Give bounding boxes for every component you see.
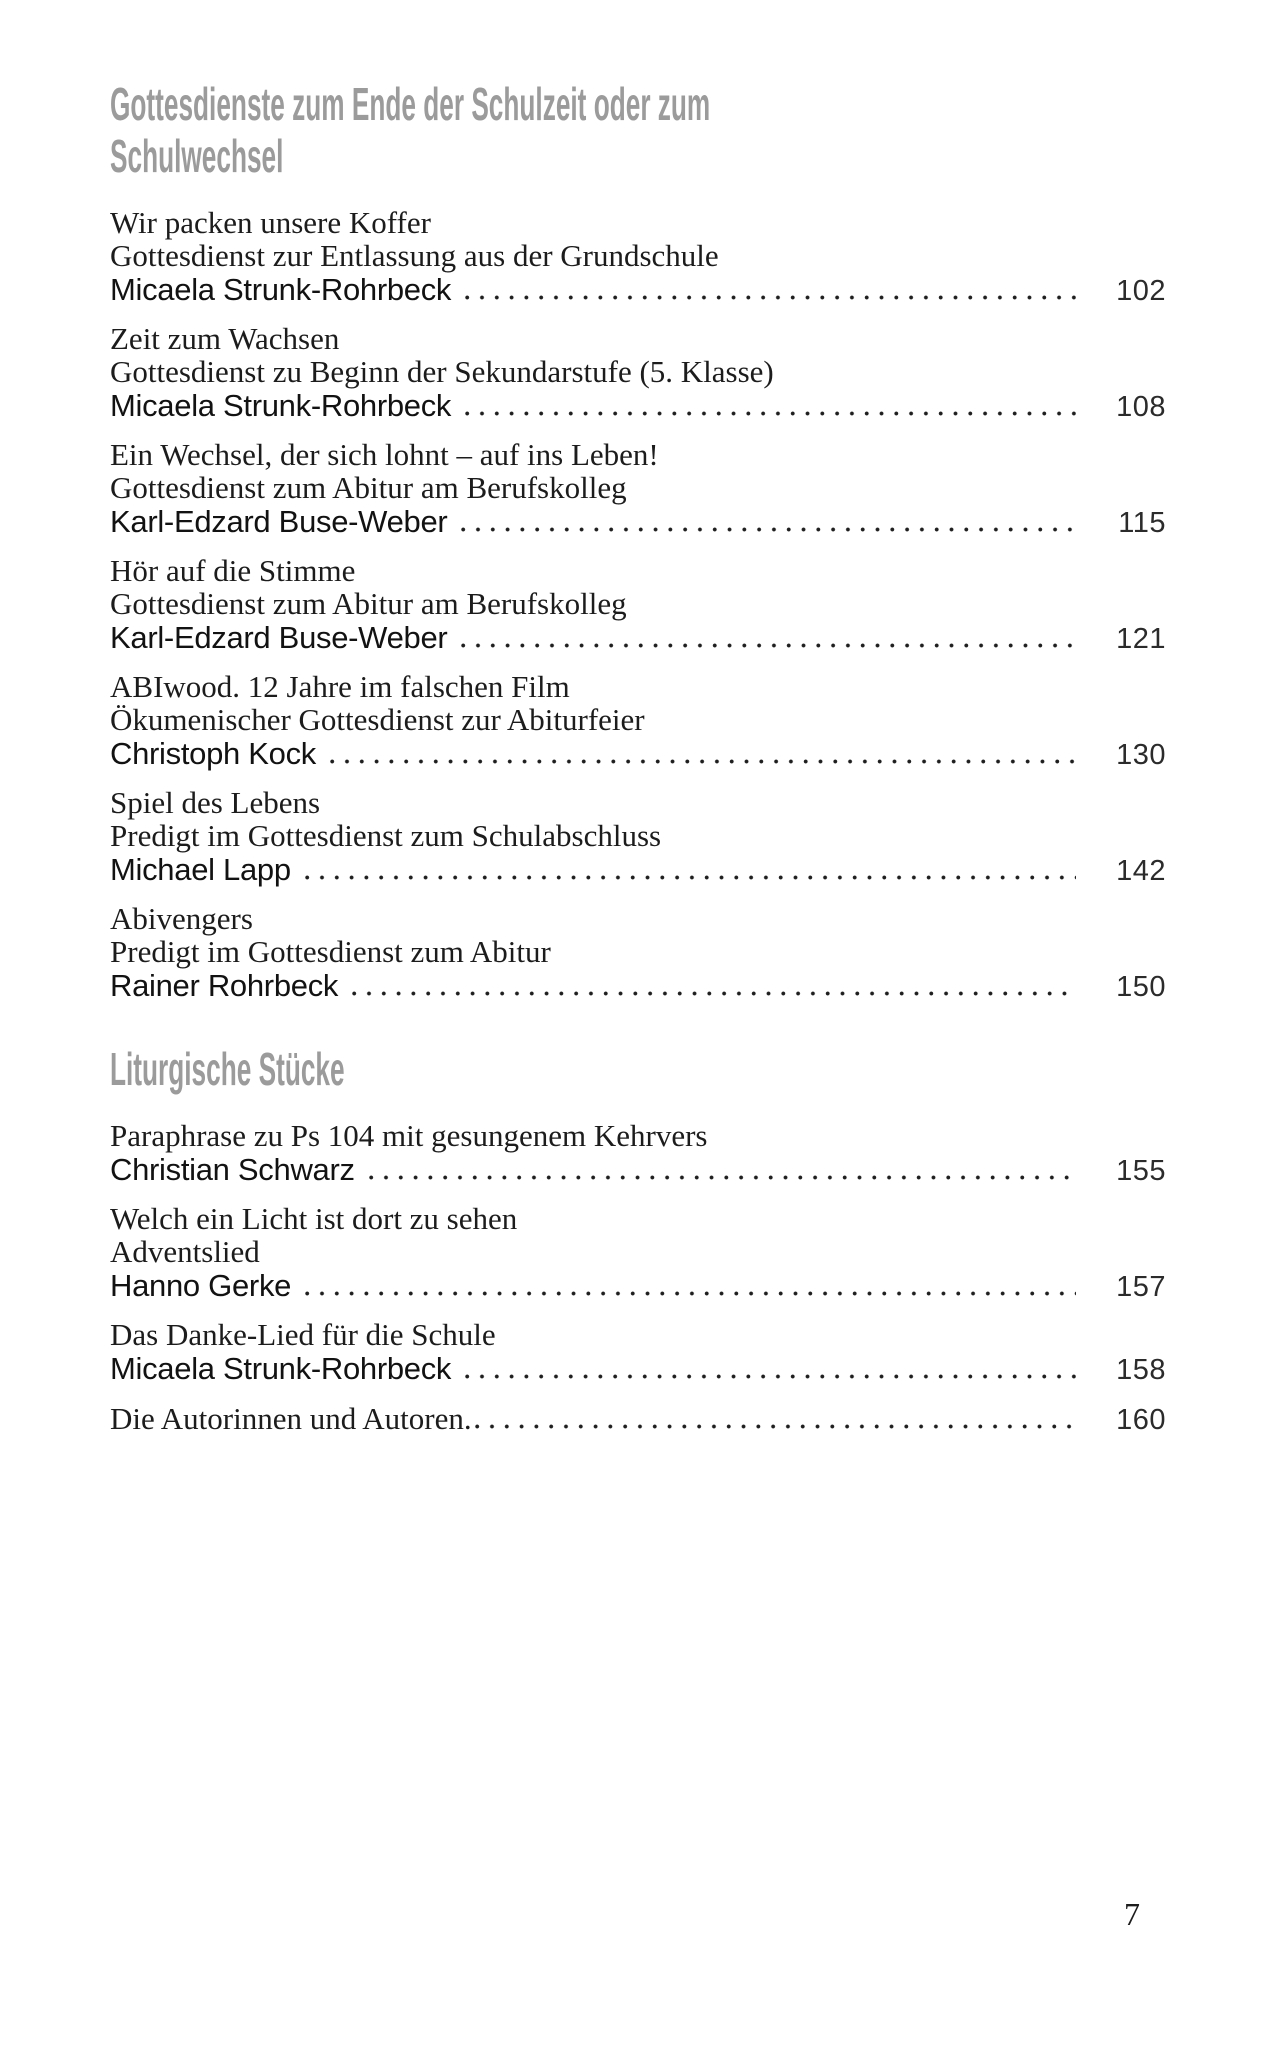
toc-entry — [110, 1401, 1166, 1438]
entry-title-line: Wir packen unsere Koffer — [110, 205, 431, 240]
entry-title-lines — [110, 1202, 1166, 1268]
toc-entry — [110, 322, 1166, 425]
entry-title-line: Predigt im Gottesdienst zum Abitur — [110, 934, 551, 969]
entry-title-line: Gottesdienst zur Entlassung aus der Grundschule — [110, 238, 719, 273]
entry-title-line: ABIwood. 12 Jahre im falschen Film — [110, 669, 570, 704]
entry-title-line: Gottesdienst zum Abitur am Berufskolleg — [110, 470, 627, 505]
entry-leader-row — [110, 504, 1166, 541]
entry-leader-text: Die Autorinnen und Autoren. — [110, 1401, 472, 1436]
entry-page-number: 142 — [1116, 855, 1166, 887]
entry-title-lines — [110, 1318, 1166, 1351]
entry-title-line: Paraphrase zu Ps 104 mit gesungenem Kehrvers — [110, 1118, 708, 1153]
section-heading — [110, 1043, 712, 1095]
entry-leader-row — [110, 852, 1166, 889]
toc-entry — [110, 902, 1166, 1005]
entry-title-line: Welch ein Licht ist dort zu sehen — [110, 1201, 518, 1236]
entry-leader-text: Rainer Rohrbeck — [110, 968, 339, 1003]
entry-page-number: 102 — [1116, 275, 1166, 307]
entry-title-line: Ein Wechsel, der sich lohnt – auf ins Leben! — [110, 437, 659, 472]
entry-title-lines — [110, 1119, 1166, 1152]
dotted-leader — [465, 1374, 1076, 1379]
dotted-leader — [475, 1424, 1076, 1429]
dotted-leader — [465, 295, 1076, 300]
page-number: 7 — [1124, 1896, 1140, 1932]
entry-leader-text: Christoph Kock — [110, 736, 317, 771]
entry-title-line: Zeit zum Wachsen — [110, 321, 340, 356]
entry-title-lines — [110, 786, 1166, 852]
entry-leader-text: Michael Lapp — [110, 852, 291, 887]
entry-leader-row — [110, 388, 1166, 425]
section-heading-line: Liturgische Stücke — [110, 1043, 345, 1095]
entry-page-number: 157 — [1116, 1271, 1166, 1303]
entry-leader-row — [110, 1401, 1166, 1438]
entry-title-line: Gottesdienst zum Abitur am Berufskolleg — [110, 586, 627, 621]
dotted-leader — [305, 875, 1076, 880]
dotted-leader — [465, 411, 1076, 416]
entry-leader-row — [110, 1152, 1166, 1189]
dotted-leader — [352, 991, 1076, 996]
entry-leader-row — [110, 968, 1166, 1005]
dotted-leader — [305, 1291, 1076, 1296]
entry-title-lines — [110, 206, 1166, 272]
entry-title-line: Abivengers — [110, 901, 253, 936]
entry-title-line: Predigt im Gottesdienst zum Schulabschluss — [110, 818, 662, 853]
entry-leader-text: Karl-Edzard Buse-Weber — [110, 504, 448, 539]
entry-page-number: 130 — [1116, 739, 1166, 771]
toc-entry — [110, 670, 1166, 773]
entry-title-line: Gottesdienst zu Beginn der Sekundarstufe (5. Klasse) — [110, 354, 774, 389]
toc-section — [110, 78, 1166, 1005]
section-heading — [110, 78, 712, 182]
entry-title-lines — [110, 670, 1166, 736]
entry-title-line: Ökumenischer Gottesdienst zur Abiturfeier — [110, 702, 645, 737]
entry-title-lines — [110, 438, 1166, 504]
entry-page-number: 150 — [1116, 971, 1166, 1003]
toc-entry — [110, 1119, 1166, 1189]
entry-title-lines — [110, 554, 1166, 620]
entry-leader-text: Micaela Strunk-Rohrbeck — [110, 1351, 452, 1386]
entry-page-number: 160 — [1116, 1404, 1166, 1436]
entry-page-number: 108 — [1116, 391, 1166, 423]
entry-title-lines — [110, 322, 1166, 388]
dotted-leader — [461, 643, 1076, 648]
entry-leader-text: Hanno Gerke — [110, 1268, 292, 1303]
toc-entry — [110, 1318, 1166, 1388]
dotted-leader — [369, 1175, 1076, 1180]
entry-leader-text: Micaela Strunk-Rohrbeck — [110, 272, 452, 307]
entry-page-number: 158 — [1116, 1354, 1166, 1386]
entry-title-line: Spiel des Lebens — [110, 785, 321, 820]
section-heading-line: Gottesdienste zum Ende der Schulzeit oder zum — [110, 78, 711, 130]
dotted-leader — [461, 527, 1076, 532]
toc-entry — [110, 206, 1166, 309]
entry-leader-row — [110, 1351, 1166, 1388]
section-entries — [110, 1119, 1166, 1438]
entry-leader-row — [110, 620, 1166, 657]
toc-sections — [110, 78, 1166, 1438]
toc-entry — [110, 786, 1166, 889]
toc-section — [110, 1043, 1166, 1438]
section-entries — [110, 206, 1166, 1005]
entry-title-line: Das Danke-Lied für die Schule — [110, 1317, 496, 1352]
entry-page-number: 121 — [1116, 623, 1166, 655]
dotted-leader — [330, 759, 1076, 764]
entry-title-line: Adventslied — [110, 1234, 260, 1269]
entry-leader-row — [110, 272, 1166, 309]
toc-entry — [110, 554, 1166, 657]
toc-entry — [110, 1202, 1166, 1305]
entry-page-number: 155 — [1116, 1155, 1166, 1187]
entry-page-number: 115 — [1118, 507, 1166, 539]
entry-leader-row — [110, 1268, 1166, 1305]
toc-entry — [110, 438, 1166, 541]
entry-leader-text: Karl-Edzard Buse-Weber — [110, 620, 448, 655]
entry-title-lines — [110, 902, 1166, 968]
entry-leader-text: Micaela Strunk-Rohrbeck — [110, 388, 452, 423]
entry-leader-text: Christian Schwarz — [110, 1152, 355, 1187]
section-heading-line: Schulwechsel — [110, 130, 284, 182]
entry-title-line: Hör auf die Stimme — [110, 553, 356, 588]
entry-leader-row — [110, 736, 1166, 773]
